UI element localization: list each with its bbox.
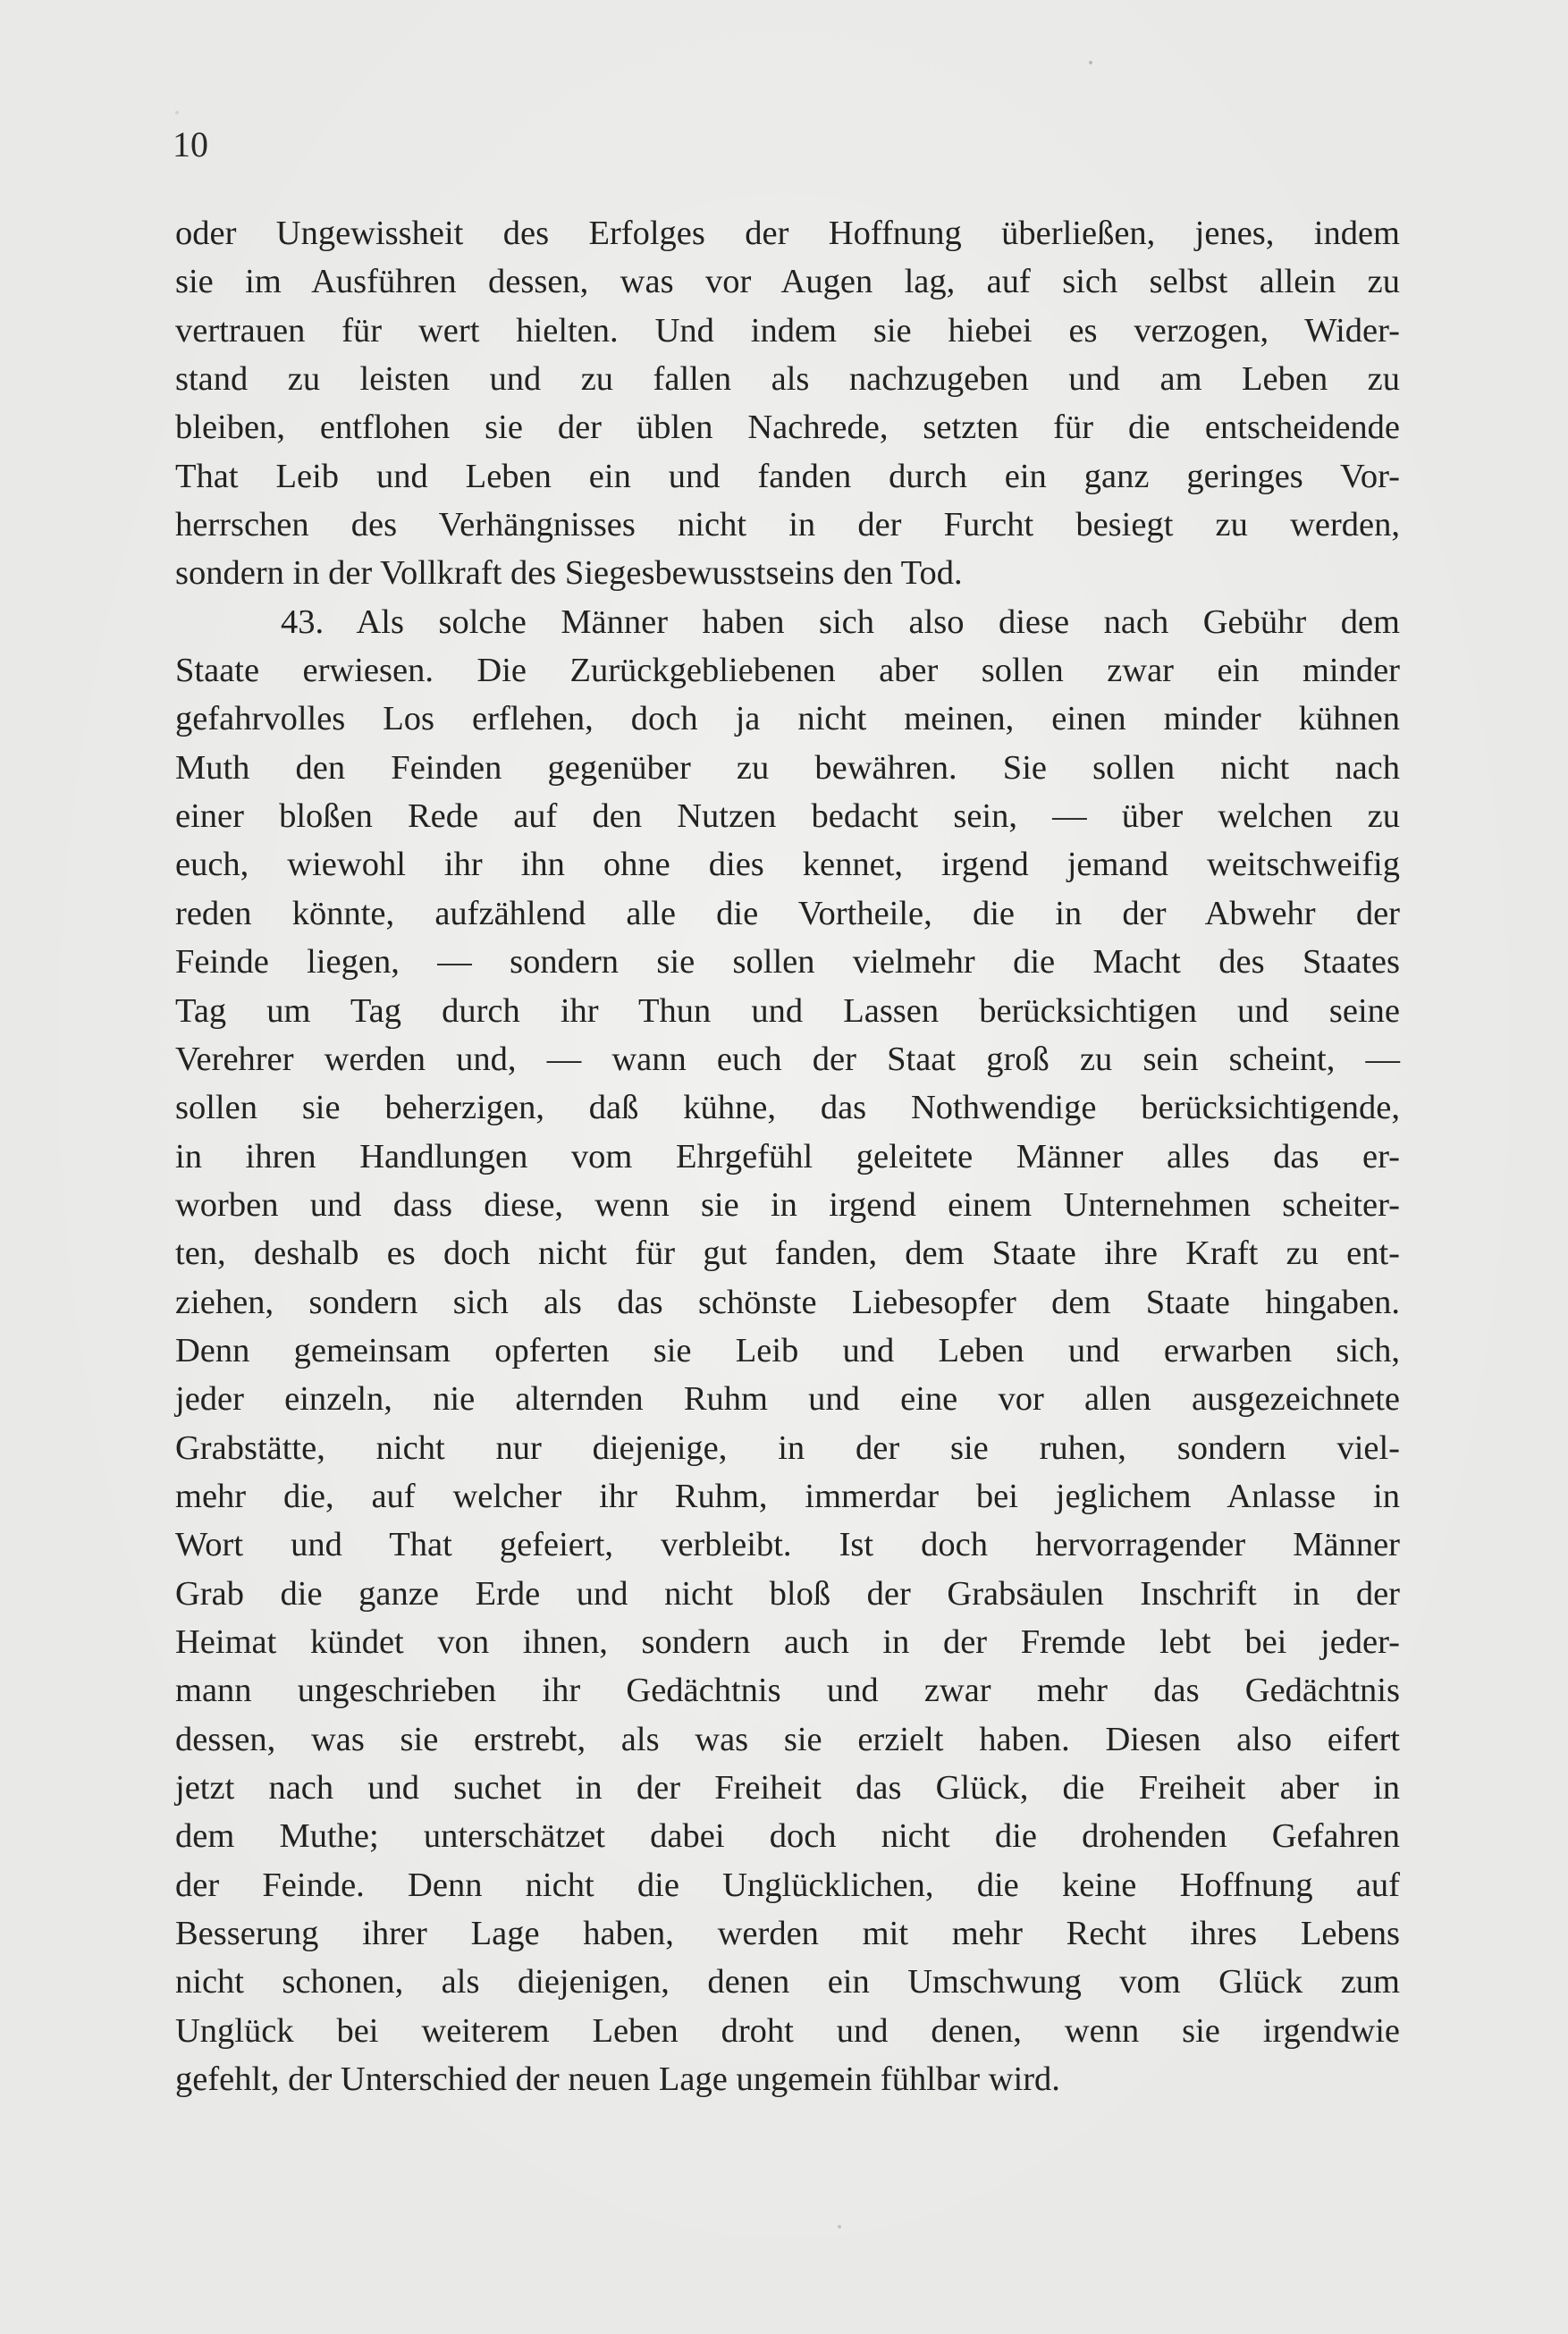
text-line: oder Ungewissheit des Erfolges der Hoffnung überließen, jenes, indem [175,215,1400,252]
text-line: reden könnte, aufzählend alle die Vortheile, die in der Abwehr der [175,894,1400,932]
text-line: Denn gemeinsam opferten sie Leib und Leben und erwarben sich, [175,1331,1400,1369]
text-line: dessen, was sie erstrebt, als was sie erzielt haben. Diesen also eifert [175,1720,1400,1758]
text-line: Grab die ganze Erde und nicht bloß der Grabsäulen Inschrift in der [175,1574,1400,1613]
text-line: herrschen des Verhängnisses nicht in der Furcht besiegt zu werden, [175,506,1400,544]
text-line: Heimat kündet von ihnen, sondern auch in der Fremde lebt bei jeder- [175,1622,1400,1661]
text-line: bleiben, entflohen sie der üblen Nachrede, setzten für die entscheidende [175,409,1400,447]
text-line: sollen sie beherzigen, daß kühne, das Nothwendige berücksichtigende, [175,1089,1400,1127]
text-line: That Leib und Leben ein und fanden durch ein ganz geringes Vor- [175,457,1400,495]
text-line: nicht schonen, als diejenigen, denen ein Umschwung vom Glück zum [175,1963,1400,2001]
text-line: Muth den Feinden gegenüber zu bewähren. Sie sollen nicht nach [175,748,1400,787]
text-line: der Feinde. Denn nicht die Unglücklichen, die keine Hoffnung auf [175,1866,1400,1904]
text-line: Tag um Tag durch ihr Thun und Lassen berücksichtigen und seine [175,991,1400,1030]
text-line: jeder einzeln, nie alternden Ruhm und eine vor allen ausgezeichnete [175,1380,1400,1419]
text-line: jetzt nach und suchet in der Freiheit das Glück, die Freiheit aber in [175,1769,1400,1807]
text-line-final: gefehlt, der Unterschied der neuen Lage ungemein fühlbar wird. [175,2060,1060,2099]
text-line: Wort und That gefeiert, verbleibt. Ist doch hervorragender Männer [175,1526,1400,1564]
text-line: mann ungeschrieben ihr Gedächtnis und zwar mehr das Gedächtnis [175,1672,1400,1710]
text-line: stand zu leisten und zu fallen als nachzugeben und am Leben zu [175,360,1400,399]
text-line: euch, wiewohl ihr ihn ohne dies kennet, irgend jemand weitschweifig [175,846,1400,884]
text-line: Staate erwiesen. Die Zurückgebliebenen aber sollen zwar ein minder [175,652,1400,690]
text-line: gefahrvolles Los erflehen, doch ja nicht meinen, einen minder kühnen [175,700,1400,738]
text-line: worben und dass diese, wenn sie in irgend einem Unternehmen scheiter- [175,1185,1400,1224]
section-start-line: 43. Als solche Männer haben sich also diese nach Gebühr dem [281,602,1400,641]
text-line: Grabstätte, nicht nur diejenige, in der sie ruhen, sondern viel- [175,1428,1400,1467]
text-line: Besserung ihrer Lage haben, werden mit mehr Recht ihres Lebens [175,1915,1400,1953]
text-line: einer bloßen Rede auf den Nutzen bedacht sein, — über welchen zu [175,797,1400,836]
paper-speck [838,2225,841,2229]
text-line: dem Muthe; unterschätzet dabei doch nicht die drohenden Gefahren [175,1817,1400,1856]
text-line: ten, deshalb es doch nicht für gut fanden, dem Staate ihre Kraft zu ent- [175,1234,1400,1273]
text-line: mehr die, auf welcher ihr Ruhm, immerdar bei jeglichem Anlasse in [175,1477,1400,1515]
text-line: Unglück bei weiterem Leben droht und denen, wenn sie irgendwie [175,2011,1400,2050]
paper-speck [175,111,179,114]
page-number: 10 [173,124,208,164]
text-line: ziehen, sondern sich als das schönste Liebesopfer dem Staate hingaben. [175,1283,1400,1321]
text-line: Verehrer werden und, — wann euch der Staat groß zu sein scheint, — [175,1040,1400,1078]
body-text [175,209,1400,2103]
paragraph-end-line: sondern in der Vollkraft des Siegesbewusstseins den Tod. [175,554,963,593]
text-line: vertrauen für wert hielten. Und indem sie hiebei es verzogen, Wider- [175,311,1400,350]
text-line: in ihren Handlungen vom Ehrgefühl geleitete Männer alles das er- [175,1137,1400,1175]
paper-speck [1089,61,1092,64]
text-line: Feinde liegen, — sondern sie sollen vielmehr die Macht des Staates [175,943,1400,982]
text-line: sie im Ausführen dessen, was vor Augen lag, auf sich selbst allein zu [175,263,1400,301]
